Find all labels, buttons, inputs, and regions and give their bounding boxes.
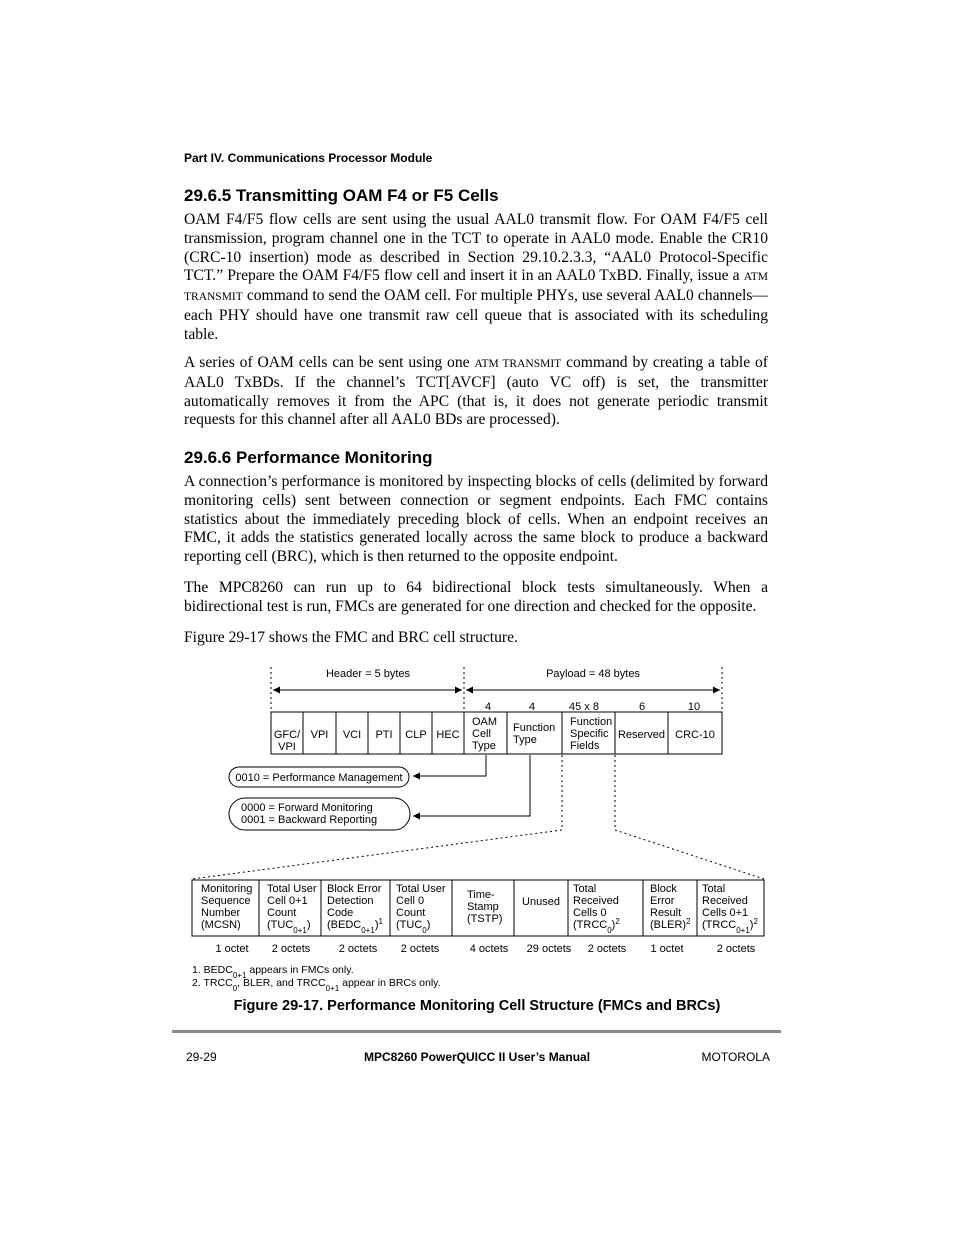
header-size-label: Header = 5 bytes	[325, 668, 411, 680]
page-number: 29-29	[186, 1050, 217, 1064]
detail-size: 2 octets	[271, 943, 311, 955]
payload-size: 45 x 8	[569, 701, 599, 713]
oam-p1-text-a: OAM F4/F5 flow cells are sent using the usual AAL0 transmit flow. For OAM F4/F5 cell transmission, program channel one in the TCT to operate in AAL0 mode. Enable the CR10 (CRC-10 insertion) mode as described in Section 29.10.2.3.3, “AAL0 Protocol-Specific TCT.” Prepare the OAM F4/F5 flow cell and insert it in an AAL0 TxBD. Finally, issue a	[184, 211, 768, 285]
field-function-type: Function Type	[513, 722, 556, 746]
pm-paragraph-1: A connection’s performance is monitored by inspecting blocks of cells (delimited by forward monitoring cells) sent between connection or segment endpoints. Each FMC contains statistics about the immediately preceding block of cells. When an endpoint receives an FMC, it adds the statistics generated locally across the same block to produce a backward reporting cell (BRC), which is then returned to the opposite endpoint.	[184, 473, 768, 566]
detail-size: 1 octet	[650, 943, 684, 955]
function-type-note: 0000 = Forward Monitoring 0001 = Backward Reporting	[241, 802, 378, 826]
field-pti: PTI	[375, 729, 393, 741]
field-vci: VCI	[342, 729, 362, 741]
detail-size: 1 octet	[215, 943, 249, 955]
detail-field: Block Error Detection Code $(BEDC_{0+1})^1$	[327, 883, 383, 935]
field-reserved: Reserved	[617, 729, 666, 741]
figure-caption: Figure 29-17. Performance Monitoring Cell Structure (FMCs and BRCs)	[233, 998, 721, 1014]
section-title-oam: 29.6.5 Transmitting OAM F4 or F5 Cells	[184, 186, 499, 205]
detail-size: 29 octets	[526, 943, 572, 955]
field-oam-cell-type: OAM Cell Type	[472, 716, 498, 752]
function-type-arrow	[413, 755, 530, 816]
part-header: Part IV. Communications Processor Module	[184, 151, 433, 165]
oam-type-arrow	[413, 755, 486, 776]
field-crc10: CRC-10	[675, 729, 715, 741]
atm-transmit-command: ATM TRANSMIT	[184, 271, 768, 304]
field-hec: HEC	[436, 729, 460, 741]
footnote-1: 1. $BEDC_{0+1}$ appears in FMCs only.	[192, 964, 354, 980]
detail-field: Total User Cell 0 Count $(TUC_0)$	[396, 883, 446, 935]
field-function-specific: Function Specific Fields	[570, 716, 613, 752]
detail-size: 2 octets	[716, 943, 756, 955]
detail-size: 4 octets	[469, 943, 509, 955]
oam-p2-text-a: A series of OAM cells can be sent using one	[184, 354, 470, 371]
expansion-guide-right-diagonal	[615, 830, 764, 879]
payload-size: 6	[638, 701, 646, 713]
manual-title: MPC8260 PowerQUICC II User’s Manual	[363, 1050, 591, 1064]
oam-p2-text-b: command by creating a table of AAL0 TxBDs. If the channel’s TCT[AVCF] (auto VC off) is set, the transmitter automatically removes it from the APC (that is, it does not generate periodic transmit requests for this channel after all AAL0 BDs are processed).	[184, 354, 768, 429]
payload-size: 4	[528, 701, 536, 713]
field-vpi: VPI	[310, 729, 329, 741]
detail-size: 2 octets	[338, 943, 378, 955]
footnote-2: 2. $TRCC_0$, BLER, and $TRCC_{0+1}$ appear in BRCs only.	[192, 977, 441, 993]
oam-p1-text-b: command to send the OAM cell. For multiple PHYs, use several AAL0 channels—each PHY should have one transmit raw cell queue that is associated with its scheduling table.	[184, 287, 769, 343]
detail-field: Total User Cell 0+1 Count $(TUC_{0+1})$	[267, 883, 317, 935]
field-gfc-vpi: GFC/ VPI	[273, 729, 301, 753]
detail-field: Total Received Cells 0 $(TRCC_0)^2$	[573, 883, 620, 935]
detail-field: Time-Stamp (TSTP)	[467, 889, 503, 925]
detail-size: 2 octets	[400, 943, 440, 955]
payload-size-label: Payload = 48 bytes	[546, 668, 640, 680]
detail-field: Unused	[522, 896, 560, 908]
company-name: MOTOROLA	[701, 1050, 770, 1064]
payload-size: 4	[484, 701, 492, 713]
field-clp: CLP	[405, 729, 427, 741]
detail-sizes	[215, 943, 755, 955]
expansion-guide-left-diagonal	[192, 830, 562, 879]
atm-transmit-command: ATM TRANSMIT	[474, 358, 562, 370]
pm-paragraph-2: The MPC8260 can run up to 64 bidirectional block tests simultaneously. When a bidirectional test is run, FMCs are generated for one direction and checked for the opposite.	[184, 579, 768, 615]
detail-field: Monitoring Sequence Number (MCSN)	[201, 883, 253, 931]
detail-size: 2 octets	[587, 943, 627, 955]
footer-rule	[172, 1030, 781, 1033]
detail-fields	[201, 883, 758, 935]
payload-size: 10	[687, 701, 701, 713]
section-title-performance: 29.6.6 Performance Monitoring	[184, 448, 433, 467]
pm-paragraph-3: Figure 29-17 shows the FMC and BRC cell structure.	[184, 629, 518, 646]
oam-type-note: 0010 = Performance Management	[235, 772, 403, 784]
detail-field: Block Error Result (BLER)$^2$	[650, 883, 691, 931]
detail-field: Total Received Cells 0+1 $(TRCC_{0+1})^2$	[702, 883, 758, 935]
